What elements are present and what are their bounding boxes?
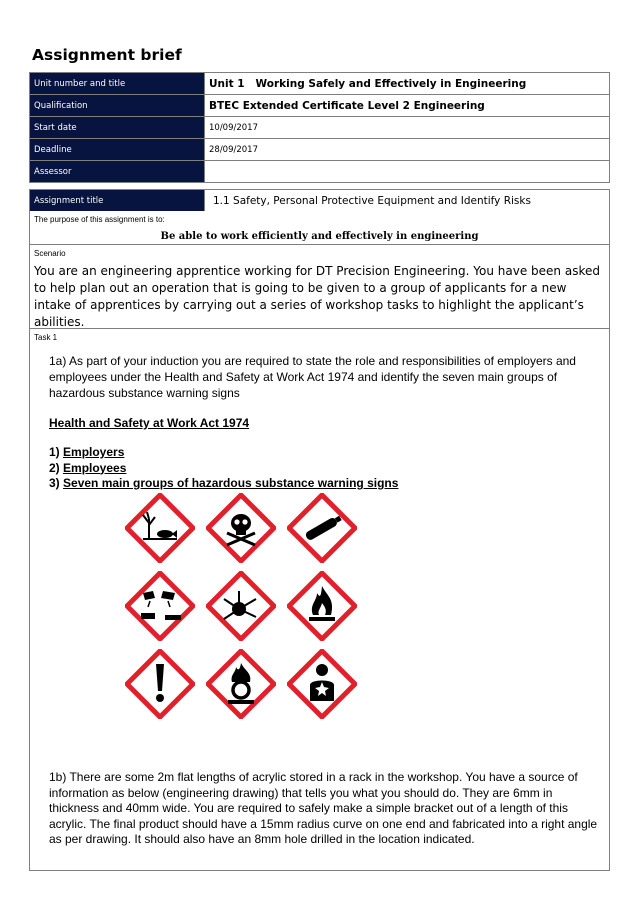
health-hazard-icon xyxy=(287,649,357,719)
start-date-label: Start date xyxy=(30,117,205,139)
exploding-bomb-icon xyxy=(206,571,276,641)
list-number: 1) xyxy=(49,445,60,459)
unit-value: Unit 1 Working Safely and Effectively in Engineering xyxy=(205,73,610,95)
requirement-list xyxy=(49,445,398,492)
table-row xyxy=(30,95,610,117)
assessor-value xyxy=(205,161,610,183)
qualification-value: BTEC Extended Certificate Level 2 Engineering xyxy=(205,95,610,117)
assessor-label: Assessor xyxy=(30,161,205,183)
assignment-table xyxy=(29,189,610,212)
scenario-section xyxy=(29,245,610,329)
scenario-caption: Scenario xyxy=(34,249,66,258)
list-text: Seven main groups of hazardous substance warning signs xyxy=(63,476,399,490)
purpose-caption: The purpose of this assignment is to: xyxy=(34,215,165,224)
question-1b: 1b) There are some 2m flat lengths of acrylic stored in a rack in the workshop. You have a source of information as below (engineering drawing) that tells you what you should do. They are 6mm in thickness and 40mm wide. You are required to safely make a simple bracket out of a length of this acrylic. The final product should have a 15mm radius curve on one end and fabricated into a right angle as per drawing. It should also have an 8mm hole drilled in the location indicated. xyxy=(49,770,598,846)
assignment-title-value: 1.1 Safety, Personal Protective Equipment and Identify Risks xyxy=(205,190,610,212)
list-item xyxy=(49,476,398,492)
purpose-text: Be able to work efficiently and effectively in engineering xyxy=(160,231,479,242)
table-row xyxy=(30,139,610,161)
list-text: Employers xyxy=(63,445,125,459)
deadline-value: 28/09/2017 xyxy=(205,139,610,161)
assignment-title-label: Assignment title xyxy=(30,190,205,212)
question-1a: 1a) As part of your induction you are required to state the role and responsibilities of employers and employees under the Health and Safety at Work Act 1974 and identify the seven main groups of hazardous substance warning signs xyxy=(49,354,576,400)
act-heading: Health and Safety at Work Act 1974 xyxy=(49,416,250,430)
gas-cylinder-icon xyxy=(287,493,357,563)
list-number: 2) xyxy=(49,460,60,475)
flame-over-circle-icon xyxy=(206,649,276,719)
exclamation-mark-icon xyxy=(125,649,195,719)
unit-label: Unit number and title xyxy=(30,73,205,95)
qualification-label: Qualification xyxy=(30,95,205,117)
start-date-value: 10/09/2017 xyxy=(205,117,610,139)
purpose-section xyxy=(29,211,610,245)
table-row xyxy=(30,190,610,212)
list-text: Employees xyxy=(63,460,127,475)
page-title: Assignment brief xyxy=(32,46,182,64)
flame-icon xyxy=(287,571,357,641)
list-number: 3) xyxy=(49,476,60,490)
table-row xyxy=(30,117,610,139)
deadline-label: Deadline xyxy=(30,139,205,161)
environment-hazard-icon xyxy=(125,493,195,563)
task-caption: Task 1 xyxy=(34,333,58,342)
table-row xyxy=(30,161,610,183)
skull-crossbones-icon xyxy=(206,493,276,563)
list-item xyxy=(49,445,398,461)
corrosion-icon xyxy=(125,571,195,641)
scenario-text: You are an engineering apprentice working for DT Precision Engineering. You have been asked to help plan out an operation that is going to be given to a group of applicants for a new intake of apprentices by carrying out a series of workshop tasks to highlight the applicant’s abilities. xyxy=(34,264,600,329)
list-item xyxy=(49,461,398,477)
task-section xyxy=(29,329,610,871)
table-row xyxy=(30,73,610,95)
brief-table xyxy=(29,72,610,183)
